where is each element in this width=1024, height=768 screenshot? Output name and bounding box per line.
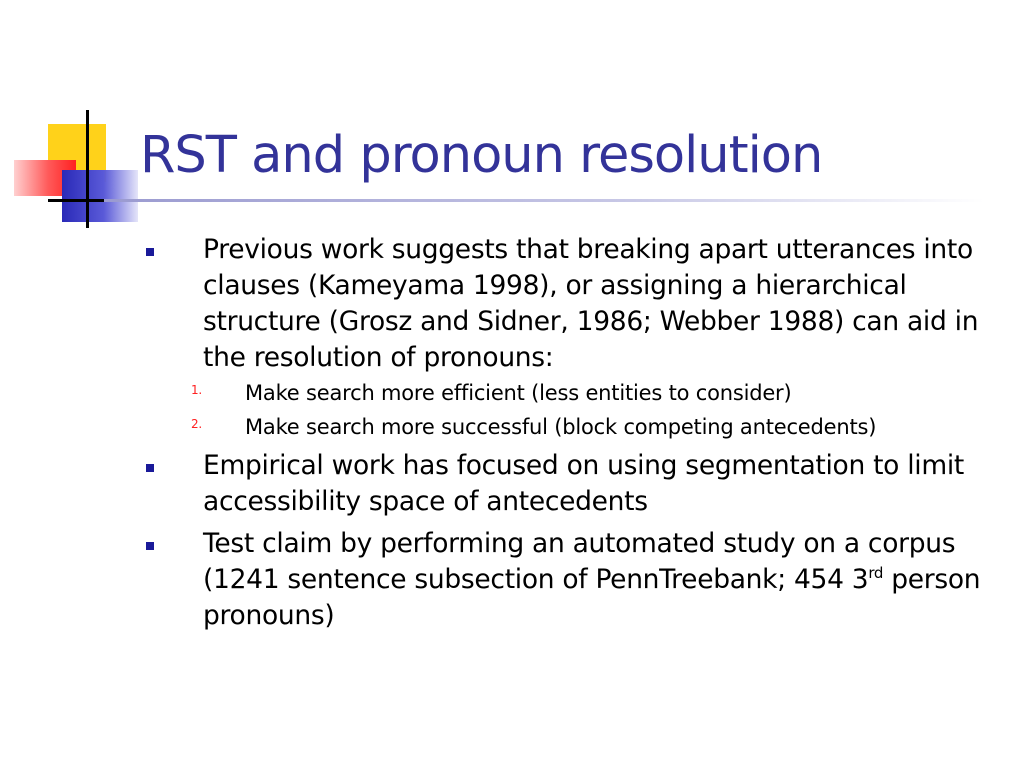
bullet-text: Previous work suggests that breaking apart utterances into clauses (Kameyama 1998), or assigning a hierarchical structure (Grosz and Sidner, 1986; Webber 1988) can aid in the resolution of pronouns: [203, 234, 979, 373]
bullet-item [140, 232, 1000, 442]
numbered-sublist [191, 378, 1000, 442]
sub-item [191, 378, 1000, 408]
square-bullet-icon [146, 464, 154, 472]
ordinal-superscript: rd [868, 564, 884, 583]
bullet-text: Empirical work has focused on using segmentation to limit accessibility space of antecedents [203, 450, 964, 517]
slide-logo [0, 0, 140, 240]
slide-title: RST and pronoun resolution [140, 126, 823, 185]
bullet-text-before: Test claim by performing an automated study on a corpus (1241 sentence subsection of PennTreebank; 454 3 [203, 528, 956, 595]
sub-item [191, 412, 1000, 442]
bullet-item [140, 526, 1000, 634]
bullet-text [203, 528, 980, 631]
square-bullet-icon [146, 248, 154, 256]
square-bullet-icon [146, 542, 154, 550]
title-underline [104, 199, 984, 202]
logo-vertical-line [86, 110, 89, 228]
bullet-list [140, 232, 1000, 634]
sub-item-text: Make search more successful (block competing antecedents) [245, 415, 877, 439]
logo-blue-square [62, 170, 138, 222]
bullet-item [140, 448, 1000, 520]
sub-item-number: 2. [191, 417, 203, 431]
sub-item-text: Make search more efficient (less entities to consider) [245, 381, 792, 405]
sub-item-number: 1. [191, 383, 203, 397]
bullet-text-after: person pronouns) [203, 564, 981, 631]
slide-body [140, 232, 1000, 640]
